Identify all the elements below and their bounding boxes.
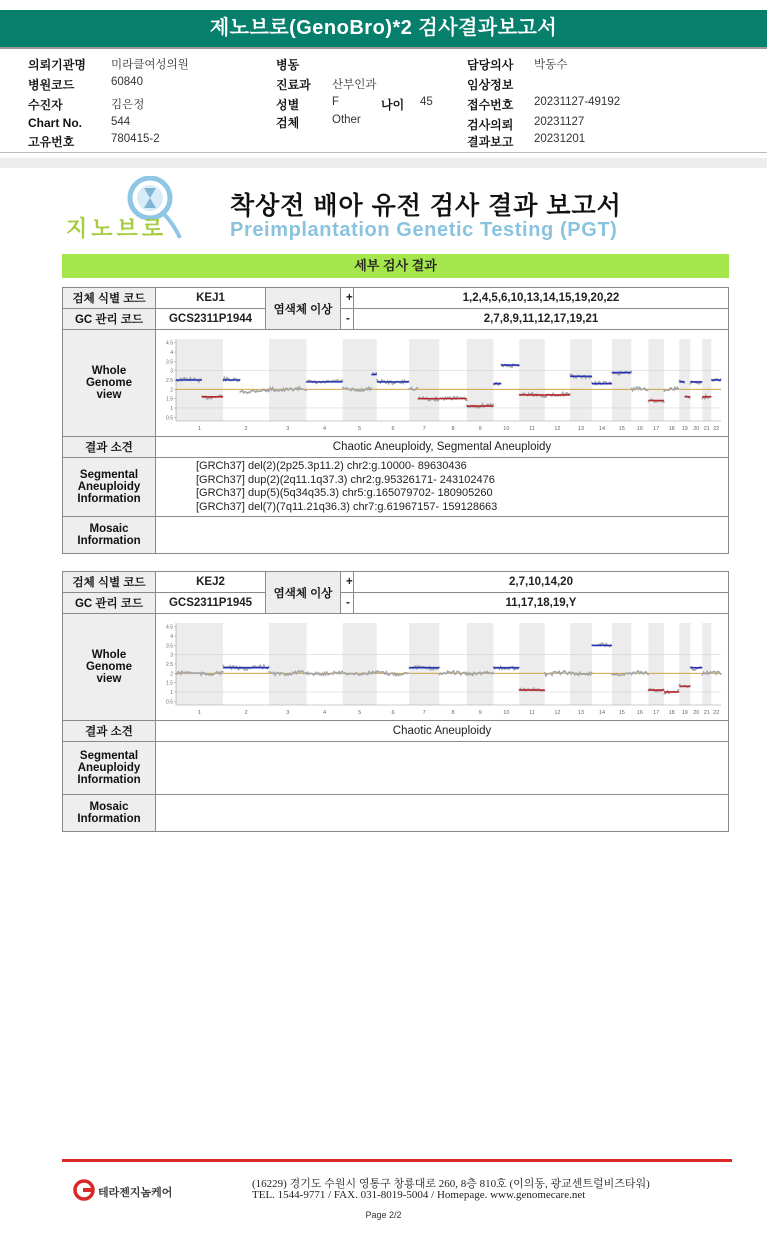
- x-tick-label: 13: [577, 425, 585, 432]
- wgv-label-line: Genome: [85, 377, 132, 389]
- x-tick-label: 18: [668, 425, 675, 432]
- unique-no-label: 고유번호: [28, 135, 75, 149]
- segmental-entry: [GRCh37] del(2)(2p25.3p11.2) chr2:g.10000- 89630436: [196, 460, 467, 472]
- wgv-label-line: Genome: [85, 661, 132, 673]
- segmental-label-line: Information: [77, 493, 141, 506]
- x-tick-label: 16: [636, 709, 643, 716]
- x-tick-label: 5: [358, 709, 362, 716]
- mosaic-label-line: Information: [77, 535, 141, 548]
- footer-company: 테라젠지놈케어: [98, 1187, 173, 1199]
- receipt-no-value: 20231127-49192: [534, 96, 621, 108]
- whole-genome-chart: [159, 617, 725, 718]
- y-tick-label: 2.5: [166, 661, 173, 668]
- x-tick-label: 13: [577, 709, 585, 716]
- ward-label: 병동: [276, 58, 300, 72]
- clinical-info-label: 임상정보: [467, 78, 514, 92]
- mosaic-label-line: Mosaic: [89, 801, 129, 813]
- result-table-sample-1: [62, 287, 729, 554]
- y-tick-label: 4.5: [166, 624, 173, 631]
- x-tick-label: 3: [286, 709, 290, 716]
- y-tick-label: 2: [170, 670, 173, 677]
- x-tick-label: 7: [422, 709, 426, 716]
- patient-value: 김은정: [111, 99, 145, 111]
- gc-code-value: GCS2311P1945: [156, 593, 266, 614]
- gc-code-value: GCS2311P1944: [156, 309, 266, 330]
- chart-no-label: Chart No.: [28, 116, 82, 130]
- mosaic-label-line: Information: [77, 813, 141, 825]
- hospital-code-value: 60840: [111, 76, 143, 88]
- segmental-label: [63, 742, 156, 795]
- segmental-label-line: Segmental: [79, 469, 139, 482]
- y-tick-label: 1: [170, 689, 173, 696]
- x-tick-label: 22: [713, 709, 720, 716]
- cn-bin-trace: [240, 389, 269, 393]
- chromosome-band: [570, 623, 592, 705]
- hospital-code-label: 병원코드: [28, 78, 75, 92]
- gain-chromosomes: 1,2,4,5,6,10,13,14,15,19,20,22: [354, 288, 729, 309]
- x-tick-label: 19: [681, 709, 688, 716]
- specimen-id-value: KEJ2: [156, 572, 266, 593]
- footer-address: (16229) 경기도 수원시 영통구 창룡대로 260, 8층 810호 (이의동, 광교센트럴비즈타워): [252, 1178, 650, 1190]
- report-title: 착상전 배아 유전 검사 결과 보고서: [230, 192, 622, 220]
- loss-sign: -: [341, 309, 354, 330]
- segmental-label: [63, 458, 156, 517]
- wgv-label-line: Whole: [91, 649, 127, 661]
- loss-chromosomes: 11,17,18,19,Y: [354, 593, 729, 614]
- chromosome-band: [409, 339, 439, 421]
- segmental-info: [156, 458, 729, 517]
- result-value: Chaotic Aneuploidy: [156, 721, 729, 742]
- footer-contact: TEL. 1544-9771 / FAX. 031-8019-5004 / Homepage. www.genomecare.net: [252, 1189, 586, 1201]
- chromosome-band: [702, 623, 711, 705]
- whole-genome-chart-cell: [156, 614, 729, 721]
- chromosome-band: [409, 623, 439, 705]
- gc-code-label: GC 관리 코드: [63, 309, 156, 330]
- segmental-entry: [GRCh37] del(7)(7q11.21q36.3) chr7:g.61967157- 159128663: [196, 500, 498, 513]
- chromosome-band: [702, 339, 711, 421]
- segmental-entry: [GRCh37] dup(2)(2q11.1q37.3) chr2:g.95326171- 243102476: [196, 473, 495, 486]
- y-tick-label: 3: [170, 652, 173, 659]
- x-tick-label: 2: [244, 425, 248, 432]
- mosaic-value: [156, 795, 729, 832]
- chromosome-band: [570, 339, 592, 421]
- whole-genome-chart: [159, 333, 725, 434]
- y-tick-label: 2: [170, 386, 173, 393]
- segmental-label-line: Segmental: [79, 750, 139, 762]
- age-label: 나이: [381, 98, 405, 112]
- sex-value: F: [332, 96, 340, 108]
- x-tick-label: 18: [668, 709, 675, 716]
- x-tick-label: 2: [244, 709, 248, 716]
- chrom-abn-label: 염색체 이상: [266, 288, 341, 330]
- y-tick-label: 3.5: [166, 642, 173, 649]
- specimen-id-value: KEJ1: [156, 288, 266, 309]
- loss-chromosomes: 2,7,8,9,11,12,17,19,21: [354, 309, 729, 330]
- x-tick-label: 1: [198, 709, 202, 716]
- y-tick-label: 4: [170, 349, 173, 356]
- cn-bin-trace: [631, 671, 648, 675]
- chromosome-band: [648, 623, 664, 705]
- chromosome-band: [612, 339, 631, 421]
- chart-no-value: 544: [111, 116, 131, 128]
- doctor-value: 박동수: [534, 59, 568, 71]
- segmental-label-line: Information: [77, 774, 141, 786]
- chromosome-band: [269, 339, 306, 421]
- x-tick-label: 21: [703, 709, 710, 716]
- x-tick-label: 14: [598, 425, 606, 432]
- y-tick-label: 0.5: [166, 698, 173, 705]
- gain-chromosomes: 2,7,10,14,20: [354, 572, 729, 593]
- chromosome-band: [467, 339, 494, 421]
- x-tick-label: 6: [391, 709, 395, 716]
- cn-bin-trace: [307, 671, 343, 675]
- x-tick-label: 9: [478, 425, 482, 432]
- x-tick-label: 17: [653, 709, 660, 716]
- x-tick-label: 12: [554, 425, 561, 432]
- mosaic-value: [156, 517, 729, 554]
- report-header-title: 제노브로(GenoBro)*2 검사결과보고서: [0, 10, 767, 47]
- segmental-entry: [GRCh37] dup(5)(5q34q35.3) chr5:g.165079702- 180905260: [196, 487, 493, 500]
- specimen-label: 검체: [276, 116, 300, 130]
- x-tick-label: 12: [554, 709, 561, 716]
- page-number: Page 2/2: [365, 1210, 402, 1220]
- x-tick-label: 8: [451, 425, 455, 432]
- gain-sign: +: [341, 288, 354, 309]
- whole-genome-chart-cell: [156, 330, 729, 437]
- result-value: Chaotic Aneuploidy, Segmental Aneuploidy: [156, 437, 729, 458]
- wgv-label-line: view: [96, 389, 122, 401]
- result-label: 결과 소견: [63, 721, 156, 742]
- patient-label: 수진자: [28, 98, 63, 112]
- x-tick-label: 17: [653, 425, 660, 432]
- x-tick-label: 11: [529, 709, 535, 716]
- x-tick-label: 22: [713, 425, 720, 432]
- x-tick-label: 10: [503, 425, 510, 432]
- chromosome-band: [519, 623, 545, 705]
- info-divider: [0, 152, 767, 153]
- x-tick-label: 7: [422, 425, 426, 432]
- unique-no-value: 780415-2: [111, 133, 160, 145]
- x-tick-label: 14: [598, 709, 606, 716]
- segmental-info: [156, 742, 729, 795]
- segmental-label-line: Aneuploidy: [77, 762, 141, 774]
- wgv-label-line: Whole: [91, 365, 127, 377]
- y-tick-label: 4: [170, 633, 173, 640]
- x-tick-label: 10: [503, 709, 510, 716]
- section-title: 세부 검사 결과: [62, 254, 729, 278]
- chromosome-band: [269, 623, 306, 705]
- y-tick-label: 2.5: [166, 377, 173, 384]
- wgv-label-line: view: [96, 673, 122, 685]
- x-tick-label: 1: [198, 425, 202, 432]
- x-tick-label: 16: [636, 425, 643, 432]
- chromosome-band: [519, 339, 545, 421]
- gain-sign: +: [341, 572, 354, 593]
- section-separator: [0, 158, 767, 168]
- x-tick-label: 3: [286, 425, 290, 432]
- receipt-no-label: 접수번호: [467, 98, 514, 112]
- loss-sign: -: [341, 593, 354, 614]
- mosaic-label: [63, 795, 156, 832]
- institution-value: 미라클여성의원: [111, 59, 189, 71]
- chromosome-band: [176, 623, 223, 705]
- chromosome-band: [467, 623, 494, 705]
- mosaic-label-line: Mosaic: [89, 523, 129, 536]
- y-tick-label: 3: [170, 368, 173, 375]
- cn-bin-trace: [664, 387, 678, 391]
- age-value: 45: [420, 96, 433, 108]
- wgv-label: [63, 330, 156, 437]
- x-tick-label: 9: [478, 709, 482, 716]
- specimen-id-label: 검체 식별 코드: [63, 572, 156, 593]
- specimen-value: Other: [332, 114, 361, 126]
- x-tick-label: 8: [451, 709, 455, 716]
- dept-label: 진료과: [276, 78, 311, 92]
- x-tick-label: 5: [358, 425, 362, 432]
- chromosome-band: [343, 339, 377, 421]
- chromosome-band: [648, 339, 664, 421]
- chrom-abn-label: 염색체 이상: [266, 572, 341, 614]
- logo-wordmark: 지노브로: [66, 216, 168, 241]
- specimen-id-label: 검체 식별 코드: [63, 288, 156, 309]
- cn-bin-trace: [545, 671, 570, 676]
- x-tick-label: 20: [693, 425, 700, 432]
- result-label: 결과 소견: [63, 437, 156, 458]
- sex-label: 성별: [276, 98, 300, 112]
- header-divider: [0, 47, 767, 49]
- x-tick-label: 11: [529, 425, 535, 432]
- report-subtitle: Preimplantation Genetic Testing (PGT): [230, 219, 618, 241]
- x-tick-label: 19: [681, 425, 688, 432]
- wgv-label: [63, 614, 156, 721]
- y-tick-label: 1.5: [166, 680, 173, 687]
- x-tick-label: 21: [703, 425, 710, 432]
- report-date-label: 결과보고: [467, 135, 514, 149]
- mosaic-label: [63, 517, 156, 554]
- x-tick-label: 20: [693, 709, 700, 716]
- y-tick-label: 1: [170, 405, 173, 412]
- chromosome-band: [612, 623, 631, 705]
- x-tick-label: 4: [323, 425, 327, 432]
- chromosome-band: [343, 623, 377, 705]
- y-tick-label: 0.5: [166, 414, 173, 421]
- institution-label: 의뢰기관명: [28, 58, 86, 72]
- cn-bin-trace: [439, 671, 467, 675]
- y-tick-label: 3.5: [166, 358, 173, 365]
- y-tick-label: 4.5: [166, 340, 173, 347]
- gc-code-label: GC 관리 코드: [63, 593, 156, 614]
- request-date-label: 검사의뢰: [467, 118, 514, 132]
- y-tick-label: 1.5: [166, 396, 173, 403]
- dept-value: 산부인과: [332, 79, 377, 91]
- request-date-value: 20231127: [534, 116, 585, 128]
- x-tick-label: 6: [391, 425, 395, 432]
- chromosome-band: [679, 623, 690, 705]
- x-tick-label: 4: [323, 709, 327, 716]
- x-tick-label: 15: [618, 425, 625, 432]
- report-date-value: 20231201: [534, 133, 586, 145]
- cn-bin-trace: [631, 387, 648, 391]
- segmental-label-line: Aneuploidy: [77, 481, 141, 494]
- footer-divider: [62, 1159, 732, 1162]
- result-table-sample-2: [62, 571, 729, 832]
- doctor-label: 담당의사: [467, 58, 514, 72]
- x-tick-label: 15: [618, 709, 625, 716]
